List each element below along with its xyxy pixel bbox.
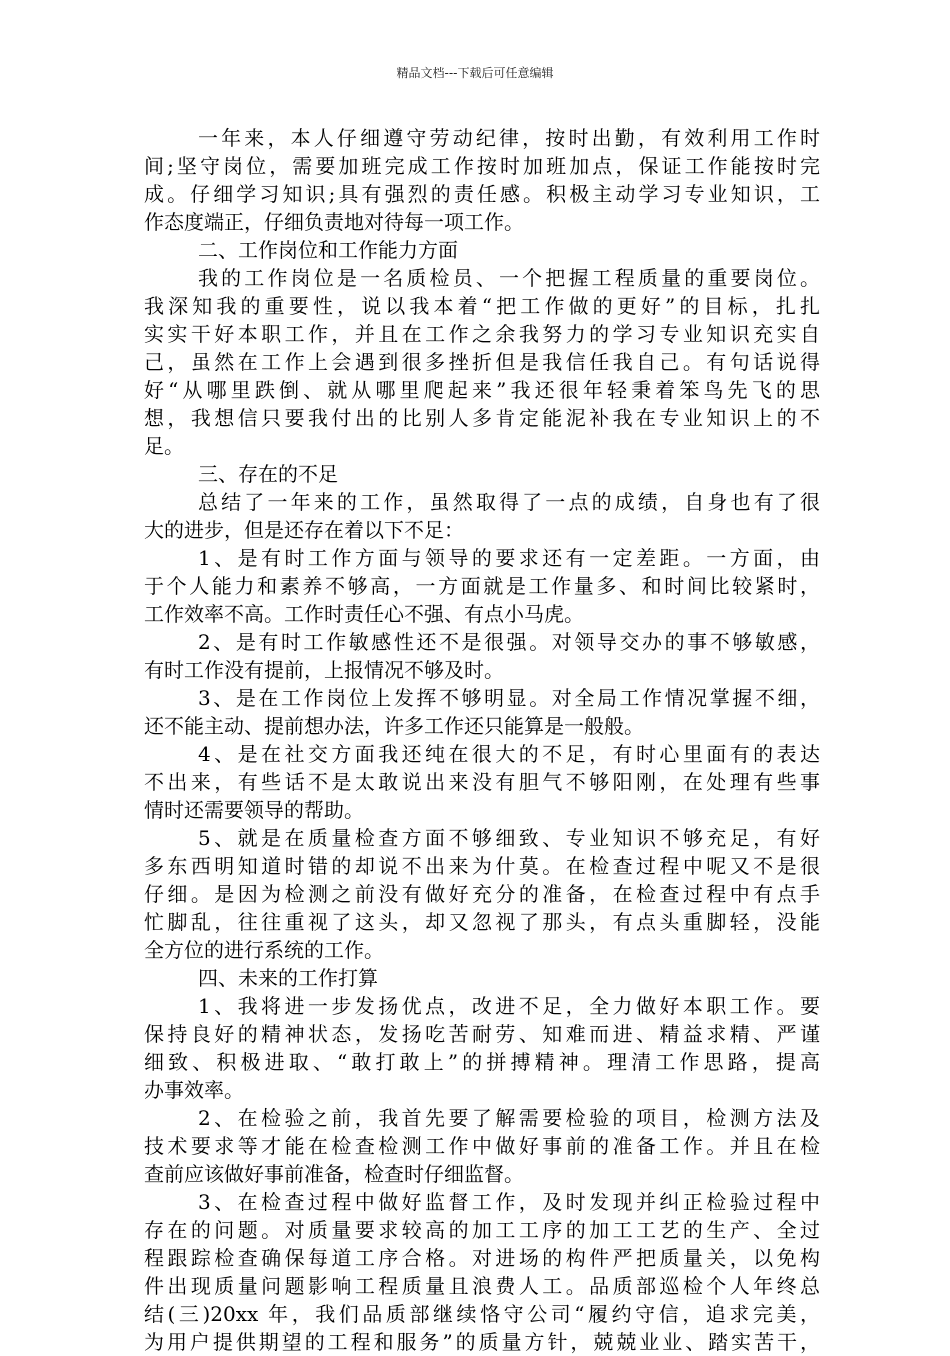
text-line: 好“从哪里跌倒、就从哪里爬起来”我还很年轻秉着笨鸟先飞的思 (144, 378, 820, 402)
text-line: 3、在检查过程中做好监督工作，及时发现并纠正检验过程中 (198, 1190, 820, 1214)
text-line: 二、工作岗位和工作能力方面 (198, 238, 458, 262)
text-line: 还不能主动、提前想办法，许多工作还只能算是一般般。 (144, 714, 644, 738)
text-line: 4、是在社交方面我还纯在很大的不足，有时心里面有的表达 (198, 742, 820, 766)
text-line: 多东西明知道时错的却说不出来为什莫。在检查过程中呢又不是很 (144, 854, 820, 878)
text-line: 仔细。是因为检测之前没有做好充分的准备，在检查过程中有点手 (144, 882, 820, 906)
text-line: 忙脚乱，往往重视了这头，却又忽视了那头，有点头重脚轻，没能 (144, 910, 820, 934)
text-line: 间;坚守岗位，需要加班完成工作按时加班加点，保证工作能按时完 (144, 154, 820, 178)
text-line: 我深知我的重要性，说以我本着“把工作做的更好”的目标，扎扎 (144, 294, 820, 318)
text-line: 己，虽然在工作上会遇到很多挫折但是我信任我自己。有句话说得 (144, 350, 820, 374)
text-line: 一年来，本人仔细遵守劳动纪律，按时出勤，有效利用工作时 (198, 126, 820, 150)
text-line: 办事效率。 (144, 1078, 244, 1102)
text-line: 工作效率不高。工作时责任心不强、有点小马虎。 (144, 602, 584, 626)
text-line: 结(三)20xx 年，我们品质部继续恪守公司“履约守信，追求完美， (144, 1302, 820, 1326)
text-line: 2、在检验之前，我首先要了解需要检验的项目，检测方法及 (198, 1106, 820, 1130)
text-line: 细致、积极进取、“敢打敢上”的拼搏精神。理清工作思路，提高 (144, 1050, 820, 1074)
text-line: 技术要求等才能在检查检测工作中做好事前的准备工作。并且在检 (144, 1134, 820, 1158)
text-line: 保持良好的精神状态，发扬吃苦耐劳、知难而进、精益求精、严谨 (144, 1022, 820, 1046)
document-body (144, 124, 820, 1356)
text-line: 1、是有时工作方面与领导的要求还有一定差距。一方面，由 (198, 546, 820, 570)
text-line: 四、未来的工作打算 (198, 966, 378, 990)
text-line: 我的工作岗位是一名质检员、一个把握工程质量的重要岗位。 (198, 266, 820, 290)
text-line: 总结了一年来的工作，虽然取得了一点的成绩，自身也有了很 (198, 490, 820, 514)
text-line: 想，我想信只要我付出的比别人多肯定能泥补我在专业知识上的不 (144, 406, 820, 430)
text-line: 足。 (144, 434, 184, 458)
text-line: 1、我将进一步发扬优点，改进不足，全力做好本职工作。要 (198, 994, 820, 1018)
text-line: 2、是有时工作敏感性还不是很强。对领导交办的事不够敏感， (198, 630, 820, 654)
text-line: 于个人能力和素养不够高，一方面就是工作量多、和时间比较紧时， (144, 574, 820, 598)
text-line: 全方位的进行系统的工作。 (144, 938, 384, 962)
text-line: 5、就是在质量检查方面不够细致、专业知识不够充足，有好 (198, 826, 820, 850)
text-line: 实实干好本职工作，并且在工作之余我努力的学习专业知识充实自 (144, 322, 820, 346)
page-header: 精品文档---下载后可任意编辑 (396, 66, 554, 80)
text-line: 有时工作没有提前，上报情况不够及时。 (144, 658, 504, 682)
text-line: 情时还需要领导的帮助。 (144, 798, 364, 822)
text-line: 为用户提供期望的工程和服务”的质量方针，兢兢业业、踏实苦干， (144, 1330, 820, 1354)
text-line: 三、存在的不足 (198, 462, 338, 486)
text-line: 成。仔细学习知识;具有强烈的责任感。积极主动学习专业知识，工 (144, 182, 820, 206)
text-line: 存在的问题。对质量要求较高的加工工序的加工工艺的生产、全过 (144, 1218, 820, 1242)
text-line: 查前应该做好事前准备，检查时仔细监督。 (144, 1162, 524, 1186)
text-line: 程跟踪检查确保每道工序合格。对进场的构件严把质量关，以免构 (144, 1246, 820, 1270)
text-line: 3、是在工作岗位上发挥不够明显。对全局工作情况掌握不细， (198, 686, 820, 710)
text-line: 大的进步，但是还存在着以下不足： (144, 518, 464, 542)
text-line: 件出现质量问题影响工程质量且浪费人工。品质部巡检个人年终总 (144, 1274, 820, 1298)
text-line: 不出来，有些话不是太敢说出来没有胆气不够阳刚，在处理有些事 (144, 770, 820, 794)
text-line: 作态度端正，仔细负责地对待每一项工作。 (144, 210, 524, 234)
